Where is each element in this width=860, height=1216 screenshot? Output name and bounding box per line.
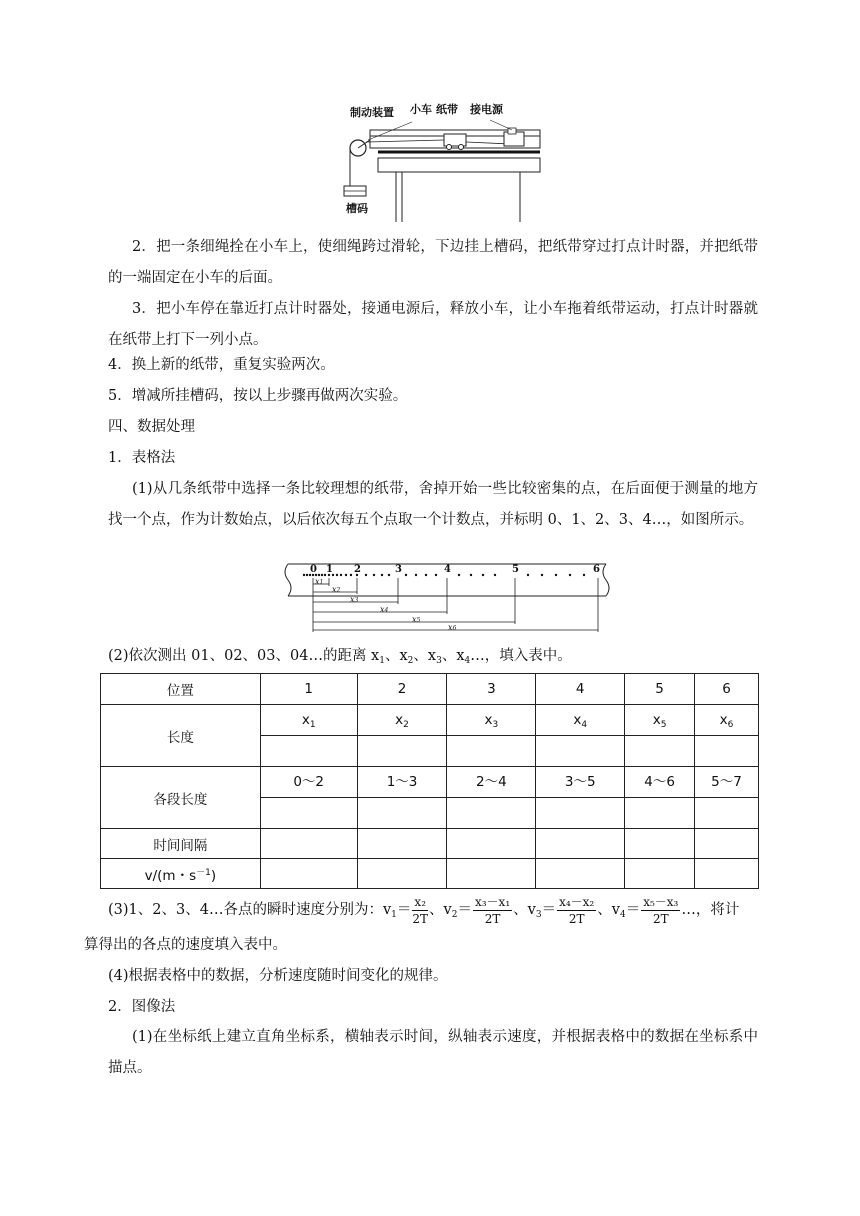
len-cell: $x_2$: [357, 705, 447, 767]
tape-point-5: 5: [512, 564, 519, 575]
len-cell: $x_4$: [536, 705, 625, 767]
seg-header: 各段长度: [101, 767, 261, 829]
step-5: 5．增减所挂槽码，按以上步骤再做两次实验。: [108, 388, 408, 404]
pos-cell: 4: [536, 674, 625, 705]
section-heading: 四、数据处理: [108, 419, 195, 435]
pos-cell: 3: [447, 674, 536, 705]
seg-cell: 0～2: [260, 767, 357, 829]
tape-point-3: 3: [395, 564, 402, 575]
seg-cell: 3～5: [536, 767, 625, 829]
para-5: (1)在坐标纸上建立直角坐标系，横轴表示时间，纵轴表示速度，并根据表格中的数据在坐标系中描点。: [108, 1029, 758, 1076]
seg-cell: 5～7: [695, 767, 759, 829]
tape-point-6: 6: [593, 564, 600, 575]
step-2: 2．把一条细绳拴在小车上，使细绳跨过滑轮，下边挂上槽码，把纸带穿过打点计时器，并把纸带的一端固定在小车的后面。: [108, 239, 758, 286]
label-power: 接电源: [470, 103, 503, 116]
label-weight: 槽码: [346, 202, 368, 215]
tape-point-1: 1: [326, 564, 333, 575]
apparatus-figure: [340, 100, 550, 225]
pos-cell: 1: [260, 674, 357, 705]
data-table: [100, 673, 759, 889]
graph-method-heading: 2．图像法: [108, 999, 176, 1015]
fraction-v3: $\frac{\text{x₄－x₂}}{2T}$: [559, 894, 595, 926]
len-cell: $x_5$: [625, 705, 695, 767]
para-4: (4)根据表格中的数据，分析速度随时间变化的规律。: [108, 968, 448, 984]
pos-cell: 6: [695, 674, 759, 705]
step-3: 3．把小车停在靠近打点计时器处，接通电源后，释放小车，让小车拖着纸带运动，打点计时器就在纸带上打下一列小点。: [108, 301, 758, 348]
table-row: [101, 674, 759, 705]
label-brake: 制动装置: [350, 106, 394, 119]
table-row: [101, 829, 759, 859]
tape-span-x3: x3: [350, 595, 359, 604]
len-cell: $x_1$: [260, 705, 357, 767]
len-cell: $x_3$: [447, 705, 536, 767]
tape-span-x5: x5: [412, 615, 421, 624]
tape-span-x1: x1: [315, 577, 324, 586]
para-3-line2: 算得出的各点的速度填入表中。: [84, 937, 287, 953]
label-tape: 纸带: [436, 103, 458, 116]
fraction-v2: $\frac{\text{x₃－x₁}}{2T}$: [474, 894, 511, 926]
seg-cell: 1～3: [357, 767, 447, 829]
tape-span-x4: x4: [380, 605, 389, 614]
tape-span-x6: x6: [448, 623, 457, 632]
tape-point-0: 0: [310, 564, 317, 575]
len-header: 长度: [101, 705, 261, 767]
pos-header: 位置: [101, 674, 261, 705]
label-cart: 小车: [410, 103, 432, 116]
tape-span-x2: x2: [332, 585, 341, 594]
seg-cell: 2～4: [447, 767, 536, 829]
para-2: (2)依次测出 01、02、03、04…的距离 $x_1$、$x_2$、$x_3$、$x_4\dots$，填入表中。: [108, 648, 572, 666]
table-method-heading: 1．表格法: [108, 450, 176, 466]
seg-cell: 4～6: [625, 767, 695, 829]
fraction-v1: $\frac{\text{x₂}}{2T}$: [412, 894, 429, 926]
len-cell: $x_6$: [695, 705, 759, 767]
tape-figure: [282, 562, 612, 637]
pos-cell: 2: [357, 674, 447, 705]
table-row: [101, 705, 759, 767]
tape-point-2: 2: [354, 564, 361, 575]
step-4: 4．换上新的纸带，重复实验两次。: [108, 357, 335, 373]
table-row: [101, 767, 759, 829]
table-row: [101, 859, 759, 889]
fraction-v4: $\frac{\text{x₅－x₃}}{2T}$: [643, 894, 679, 926]
tape-point-4: 4: [444, 564, 451, 575]
pos-cell: 5: [625, 674, 695, 705]
para-3: (3)1、2、3、4…各点的瞬时速度分别为：$v_1=$ $\frac{\text{x₂}}{2T}$ 、$v_2=$ $\frac{\text{x₃－x₁}}{2T}$ 、$v_3=$ $\frac{\text{x₄－x₂}}{2T}$ 、$v_4=$ $\frac{\text{x₅－x₃}}{2T}$ …，将计: [108, 894, 740, 926]
para-1: (1)从几条纸带中选择一条比较理想的纸带，舍掉开始一些比较密集的点，在后面便于测量的地方找一个点，作为计数始点，以后依次每五个点取一个计数点，并标明 0、1、2、3、4…，如图所示。: [108, 481, 758, 528]
velocity-header: v/(m・$s^{-1}$): [101, 859, 261, 889]
time-header: 时间间隔: [101, 829, 261, 859]
